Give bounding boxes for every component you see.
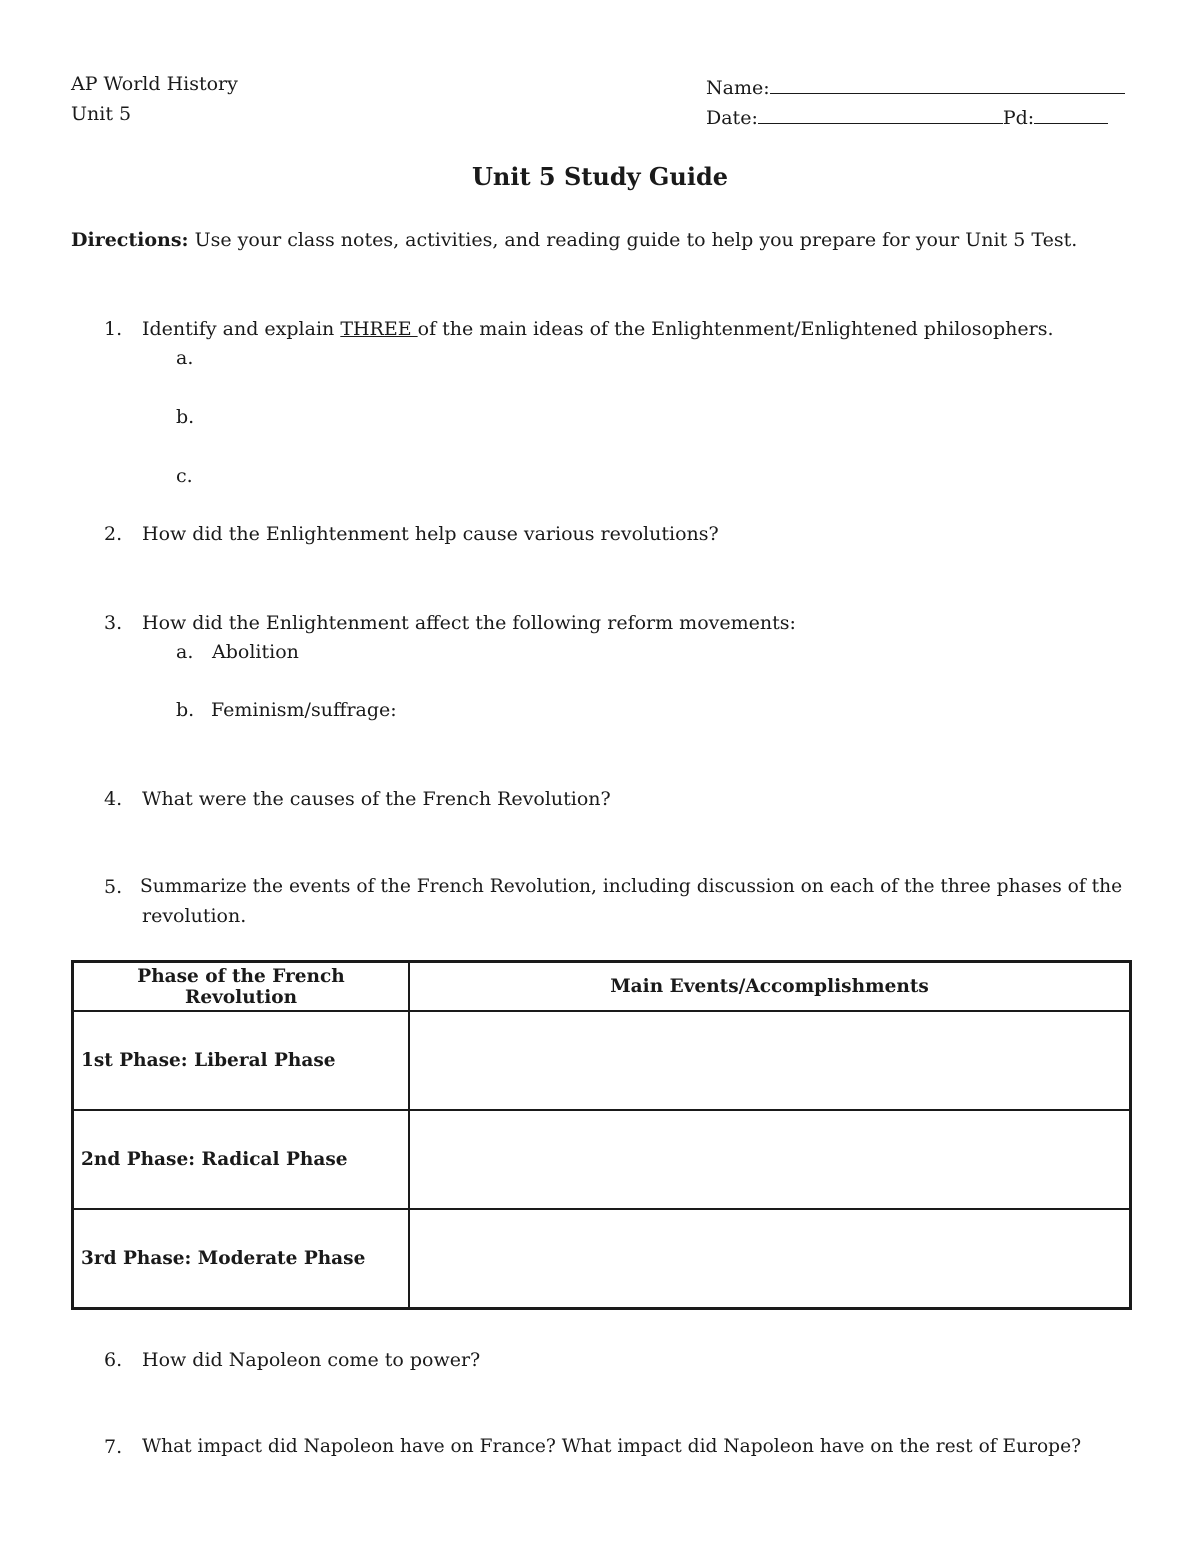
question-5-text-line1: Summarize the events of the French Revolution, including discussion on each of the three phases of the <box>140 876 1123 897</box>
directions-label: Directions: <box>71 229 189 251</box>
period-label: Pd: <box>1002 107 1035 129</box>
question-6-text: How did Napoleon come to power? <box>142 1349 481 1371</box>
table-cell-phase: 3rd Phase: Moderate Phase <box>73 1209 410 1309</box>
question-3-sub-a-text: Abolition <box>212 641 299 663</box>
table-header-row <box>73 962 1131 1012</box>
unit-label: Unit 5 <box>71 103 132 125</box>
table-row <box>73 1110 1131 1209</box>
question-2-number: 2. <box>104 523 123 545</box>
date-label: Date: <box>706 107 758 129</box>
question-3-number: 3. <box>104 612 123 634</box>
question-1-sub-c: c. <box>176 465 193 487</box>
question-5-number: 5. <box>104 876 123 898</box>
table-cell-events[interactable] <box>409 1011 1131 1110</box>
question-3-sub-b-letter: b. <box>176 699 195 721</box>
course-name: AP World History <box>71 73 238 95</box>
name-row <box>706 75 1125 98</box>
question-7-number: 7. <box>104 1436 123 1458</box>
question-4-number: 4. <box>104 788 123 810</box>
date-field[interactable] <box>758 105 1003 124</box>
phase-table <box>71 960 1132 1310</box>
question-3-sub-b-text: Feminism/suffrage: <box>211 699 397 721</box>
directions <box>71 231 1077 250</box>
table-cell-events[interactable] <box>409 1110 1131 1209</box>
question-3-text: How did the Enlightenment affect the following reform movements: <box>142 612 796 634</box>
emphasis-three: THREE <box>340 318 418 340</box>
name-field[interactable] <box>770 75 1125 94</box>
date-row <box>706 105 1108 128</box>
question-6-number: 6. <box>104 1349 123 1371</box>
question-1-number: 1. <box>104 318 123 340</box>
page-title: Unit 5 Study Guide <box>471 162 729 191</box>
question-1-text: Identify and explain THREE of the main ideas of the Enlightenment/Enlightened philosophers. <box>142 318 1054 340</box>
table-row <box>73 1011 1131 1110</box>
question-7-text: What impact did Napoleon have on France? What impact did Napoleon have on the rest of Europe? <box>142 1436 1082 1457</box>
question-1-sub-a: a. <box>176 347 194 369</box>
table-header-events: Main Events/Accomplishments <box>409 962 1131 1012</box>
question-5-text-line2: revolution. <box>142 905 247 927</box>
table-cell-phase: 2nd Phase: Radical Phase <box>73 1110 410 1209</box>
table-cell-events[interactable] <box>409 1209 1131 1309</box>
question-3-sub-a-letter: a. <box>176 641 194 663</box>
table-row <box>73 1209 1131 1309</box>
period-field[interactable] <box>1034 105 1108 124</box>
question-1-sub-b: b. <box>176 406 195 428</box>
question-4-text: What were the causes of the French Revolution? <box>142 788 611 810</box>
name-label: Name: <box>706 77 770 99</box>
table-header-phase: Phase of the French Revolution <box>73 962 410 1012</box>
directions-text: Use your class notes, activities, and reading guide to help you prepare for your Unit 5 Test. <box>194 229 1078 251</box>
question-2-text: How did the Enlightenment help cause various revolutions? <box>142 523 719 545</box>
table-cell-phase: 1st Phase: Liberal Phase <box>73 1011 410 1110</box>
